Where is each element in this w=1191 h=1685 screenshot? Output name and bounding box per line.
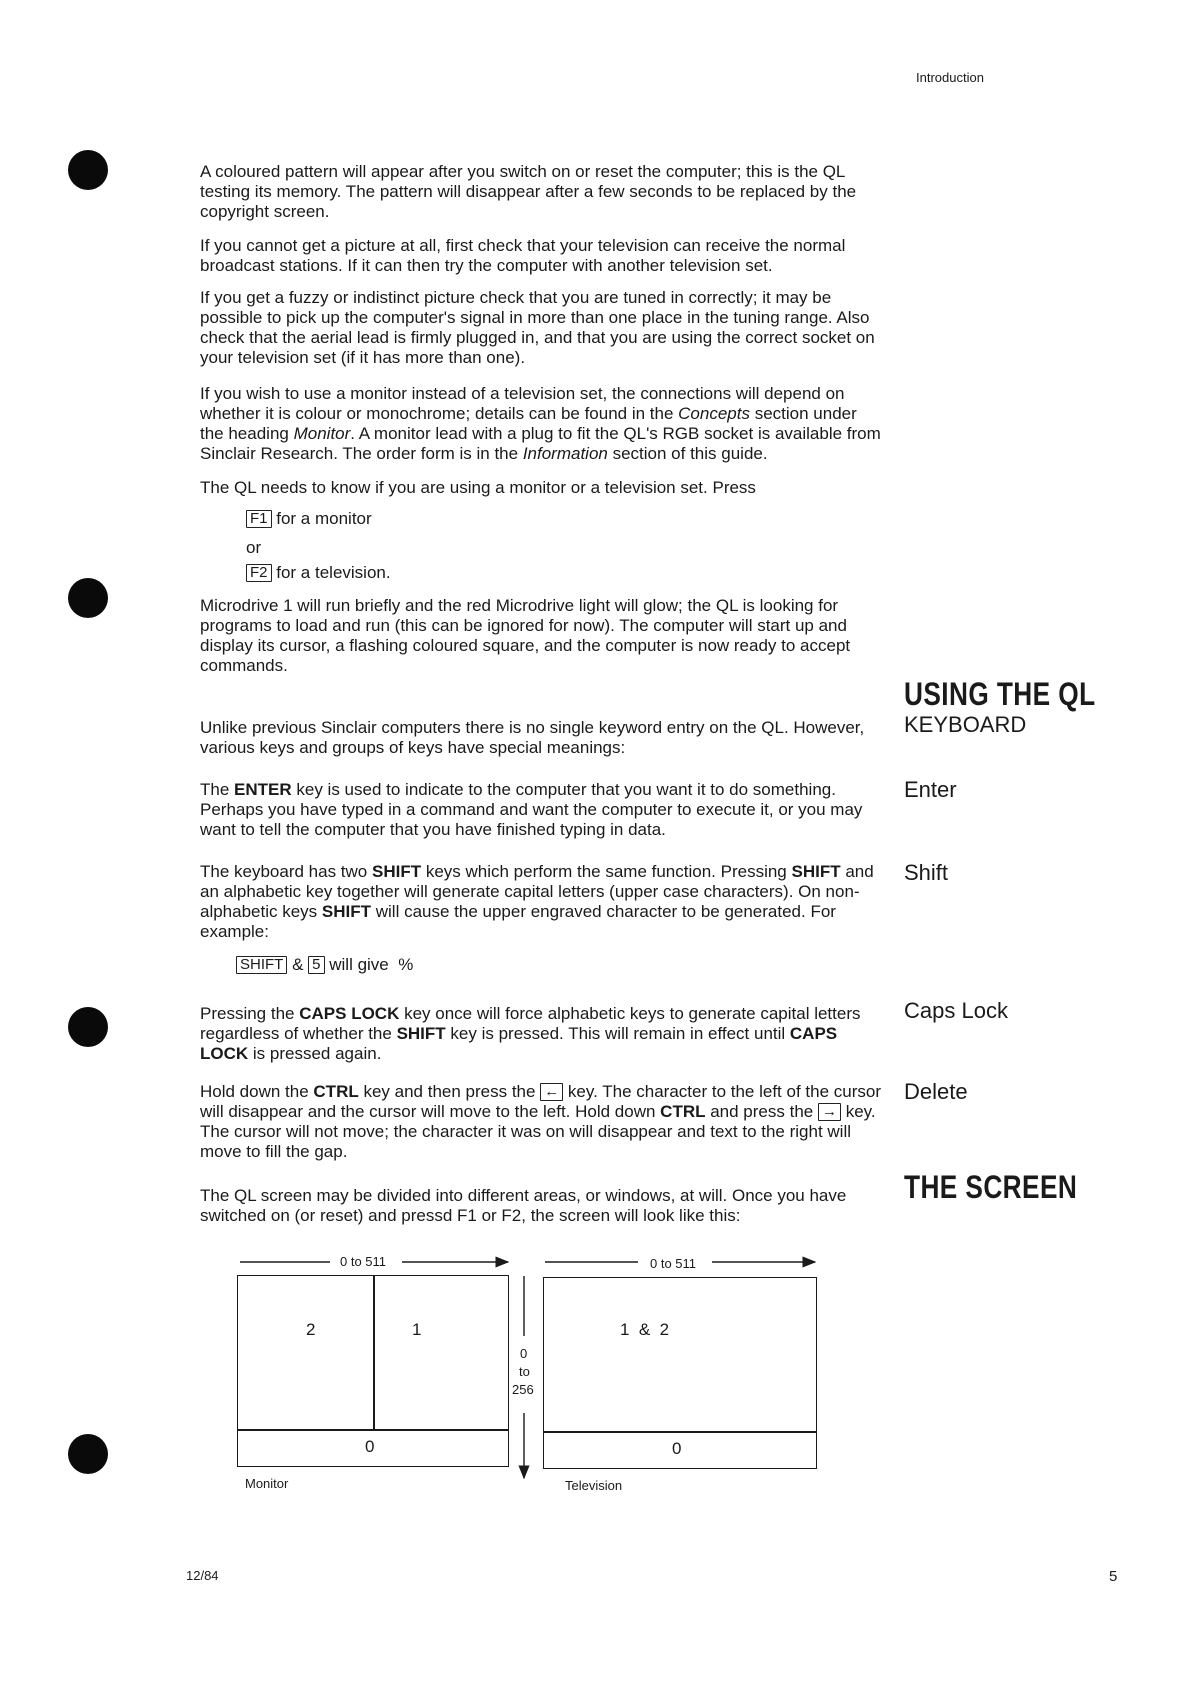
heading-delete: Delete <box>904 1079 968 1104</box>
paragraph-no-picture: If you cannot get a picture at all, first check that your television can receive the normal broadcast stations. If it can then try the computer with another television set. <box>200 236 846 275</box>
monitor-window-2-label: 2 <box>306 1320 316 1339</box>
tv-bottom-divider <box>544 1431 816 1433</box>
tv-window-0-label: 0 <box>672 1439 682 1458</box>
paragraph-press-key: The QL needs to know if you are using a monitor or a television set. Press <box>200 478 756 497</box>
left-arrow-key: ← <box>540 1083 563 1101</box>
paragraph-screen: The QL screen may be divided into different areas, or windows, at will. Once you have switched on (or reset) and pressd F1 or F2, the screen will look like this: <box>200 1186 847 1225</box>
running-header: Introduction <box>916 70 984 85</box>
monitor-caption: Monitor <box>245 1476 289 1491</box>
monitor-window-1-label: 1 <box>412 1320 422 1339</box>
height-label-256: 256 <box>512 1382 534 1397</box>
heading-keyboard: KEYBOARD <box>904 712 1027 737</box>
heading-using-the-ql: USING THE QL <box>904 676 1096 712</box>
footer-date: 12/84 <box>186 1568 219 1583</box>
paragraph-power-on: A coloured pattern will appear after you switch on or reset the computer; this is the QL testing its memory. The pattern will disappear after a few seconds to be replaced by the copyright screen. <box>200 162 857 221</box>
paragraph-shift: The keyboard has two SHIFT keys which perform the same function. Pressing SHIFT and an alphabetic key together will generate capital letters (upper case characters). On non-alphabetic keys SHIFT will cause the upper engraved character to be generated. For example: <box>200 862 874 941</box>
f1-key: F1 <box>246 510 272 528</box>
paragraph-caps-lock: Pressing the CAPS LOCK key once will force alphabetic keys to generate capital letters regardless of whether the SHIFT key is pressed. This will remain in effect until CAPS LOCK is pressed again. <box>200 1004 861 1063</box>
tv-caption: Television <box>565 1478 623 1493</box>
shift-example: SHIFT & 5 will give % <box>236 955 413 975</box>
five-key: 5 <box>308 956 324 974</box>
heading-caps-lock: Caps Lock <box>904 998 1008 1023</box>
monitor-width-label: 0 to 511 <box>340 1254 387 1269</box>
heading-enter: Enter <box>904 777 957 802</box>
f1-option: F1 for a monitor <box>246 509 372 529</box>
right-arrow-key: → <box>818 1103 841 1121</box>
paragraph-enter: The ENTER key is used to indicate to the computer that you want it to do something. Perhaps you have typed in a command and want the computer to execute it, or you may want to tell the computer that you have finished typing in data. <box>200 780 863 839</box>
tv-width-label: 0 to 511 <box>650 1256 697 1271</box>
or-text: or <box>246 538 262 557</box>
f2-option: F2 for a television. <box>246 563 391 583</box>
paragraph-microdrive: Microdrive 1 will run briefly and the red Microdrive light will glow; the QL is looking for programs to load and run (this can be ignored for now). The computer will start up and display its cursor, a flashing coloured square, and the computer is now ready to accept commands. <box>200 596 851 675</box>
paragraph-keyboard-intro: Unlike previous Sinclair computers there is no single keyword entry on the QL. However, various keys and groups of keys have special meanings: <box>200 718 865 757</box>
page-number: 5 <box>1109 1568 1118 1585</box>
height-label-to: to <box>519 1364 530 1379</box>
f2-key: F2 <box>246 564 272 582</box>
height-label-0: 0 <box>520 1346 528 1361</box>
paragraph-monitor: If you wish to use a monitor instead of a television set, the connections will depend on whether it is colour or monochrome; details can be found in the Concepts section under the heading Monitor. A monitor lead with a plug to fit the QL's RGB socket is available from Sinclair Research. The order form is in the Information section of this guide. <box>200 384 881 463</box>
heading-shift: Shift <box>904 860 949 885</box>
paragraph-delete: Hold down the CTRL key and then press the ← key. The character to the left of the cursor will disappear and the cursor will move to the left. Hold down CTRL and press the → key. The cursor will not move; the character it was on will disappear and text to the right will move to fill the gap. <box>200 1082 881 1161</box>
shift-key: SHIFT <box>236 956 287 974</box>
tv-window-12-label: 1 & 2 <box>620 1320 670 1339</box>
heading-the-screen: THE SCREEN <box>904 1169 1078 1205</box>
monitor-bottom-divider <box>238 1429 508 1431</box>
paragraph-fuzzy-picture: If you get a fuzzy or indistinct picture check that you are tuned in correctly; it may be possible to pick up the computer's signal in more than one place in the tuning range. Also check that the aerial lead is firmly plugged in, and that you are using the correct socket on your television set (if it has more than one). <box>200 288 875 367</box>
monitor-window-divider <box>373 1276 375 1429</box>
monitor-window-0-label: 0 <box>365 1437 375 1456</box>
